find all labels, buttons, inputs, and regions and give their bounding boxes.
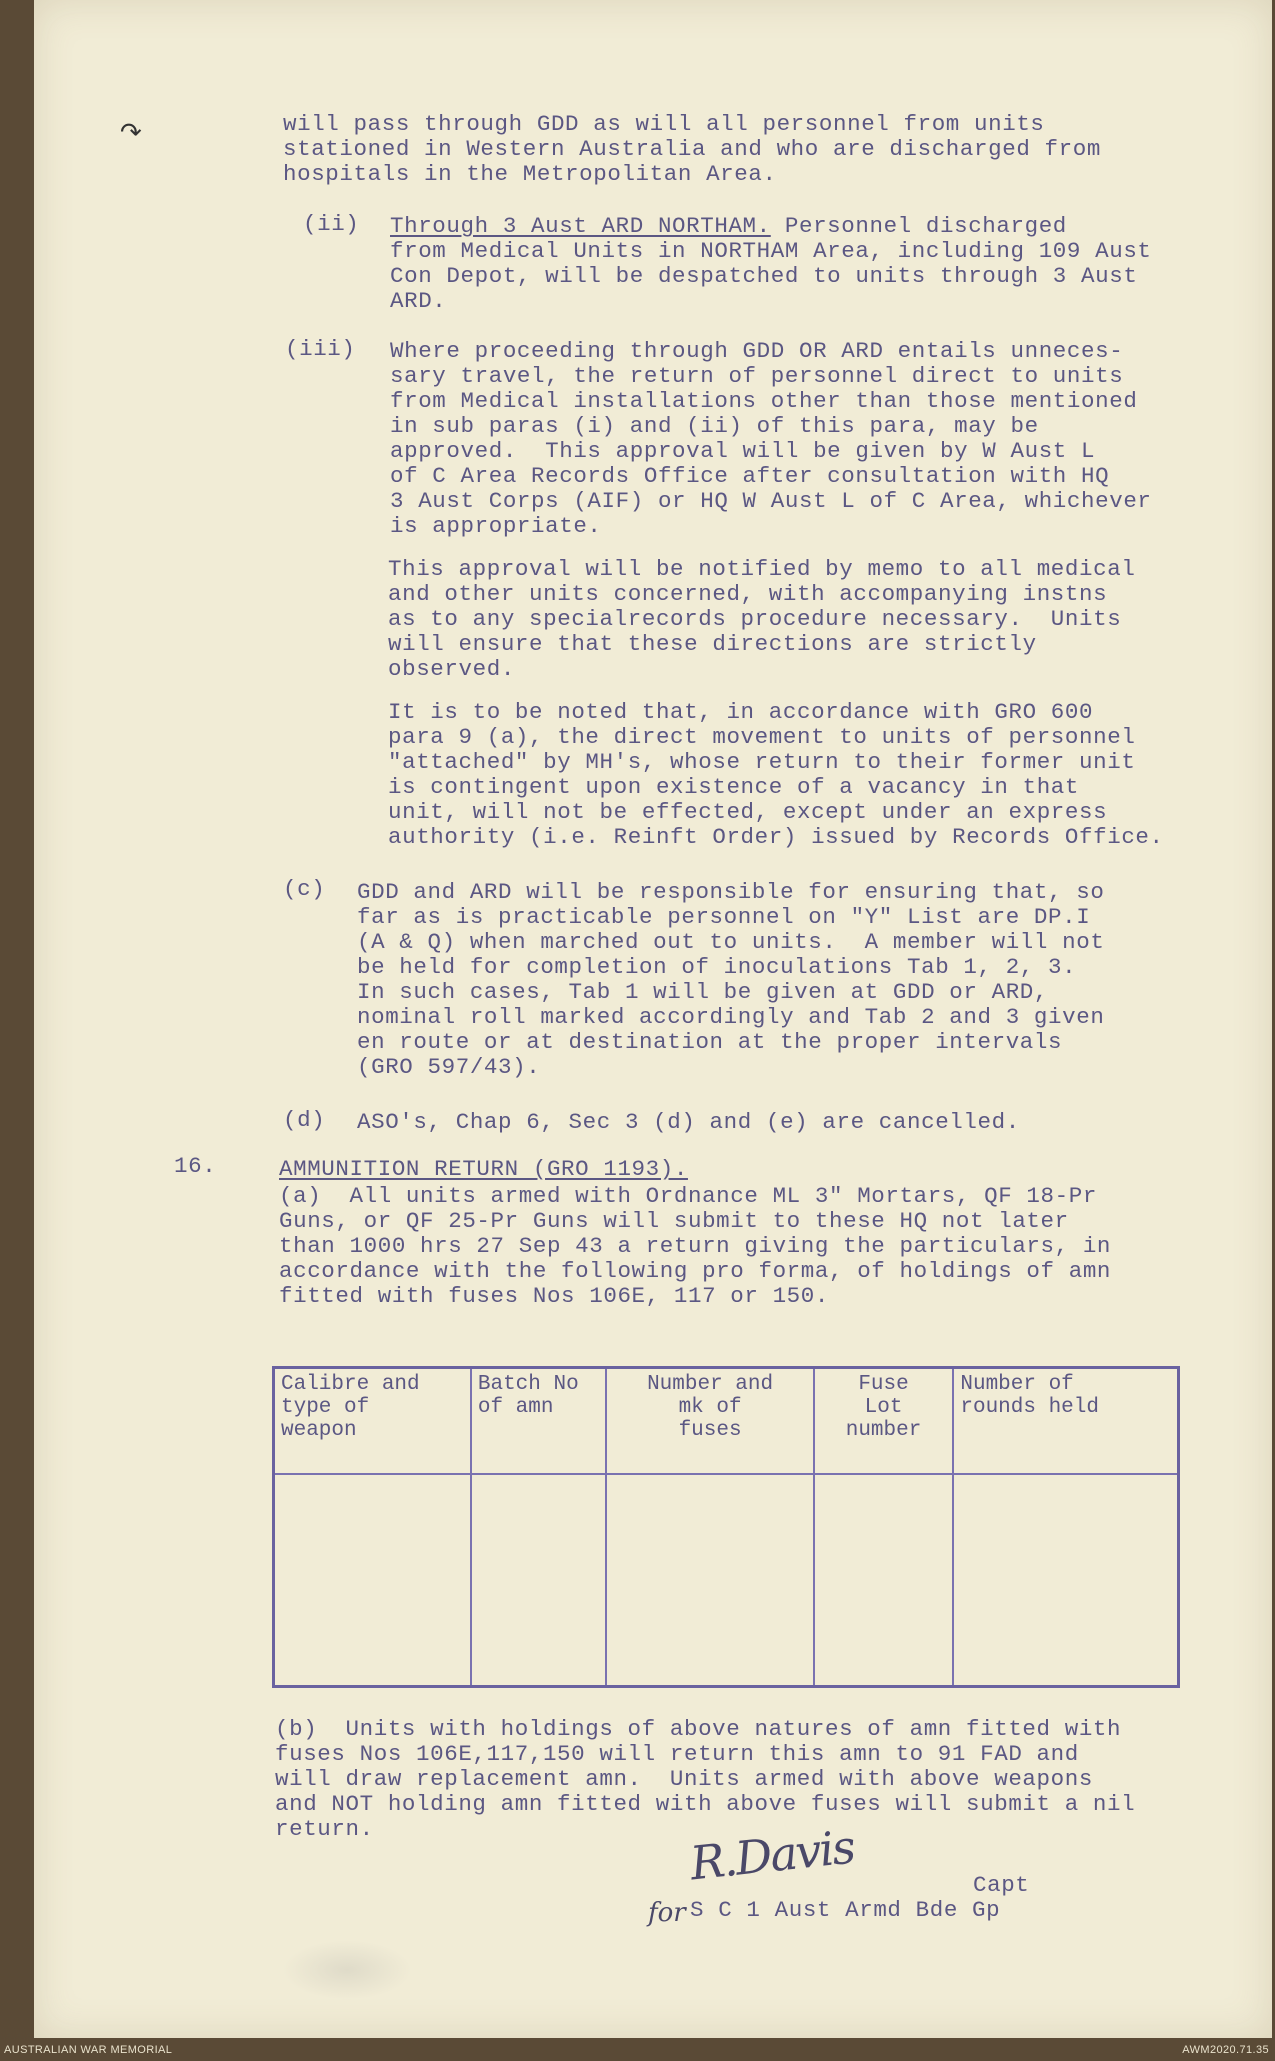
para-c-line-3: (A & Q) when marched out to units. A member will not [357,929,1105,955]
approval-line-1: This approval will be notified by memo to all medical [388,556,1136,582]
header-fuse-lot: Fuse Lot number [814,1368,954,1475]
para-ii-first-line-rest: Personnel discharged [770,213,1067,239]
para-c-label: (c) [283,876,326,902]
para-iii-line-2: sary travel, the return of personnel direct to units [390,363,1124,389]
para-d-text: ASO's, Chap 6, Sec 3 (d) and (e) are cancelled. [357,1109,1020,1135]
footer-accession-number: AWM2020.71.35 [1182,2044,1269,2056]
table-header-row [274,1368,1179,1475]
para-iii-line-1: Where proceeding through GDD OR ARD entails unneces- [390,338,1124,364]
para-ii-first-line [390,214,1067,239]
para-a-line-4: accordance with the following pro forma, of holdings of amn [279,1258,1112,1284]
para-c-line-4: be held for completion of inoculations Tab 1, 2, 3. [357,954,1077,980]
intro-line-3: hospitals in the Metropolitan Area. [283,161,777,187]
header-batch-no: Batch No of amn [471,1368,607,1475]
para-c-line-7: en route or at destination at the proper intervals [357,1029,1063,1055]
para-c-line-8: (GRO 597/43). [357,1054,541,1080]
para-ii-heading: Through 3 Aust ARD NORTHAM. [390,213,771,239]
para-iii-line-3: from Medical installations other than those mentioned [390,388,1138,414]
para-b-line-2: fuses Nos 106E,117,150 will return this amn to 91 FAD and [275,1741,1079,1767]
para-c-line-5: In such cases, Tab 1 will be given at GDD or ARD, [357,979,1049,1005]
table-cell [814,1474,954,1687]
approval-line-5: observed. [388,656,515,682]
section-16-number: 16. [174,1153,217,1179]
para-b-line-5: return. [275,1816,374,1842]
note-line-2: para 9 (a), the direct movement to units of personnel [388,724,1136,750]
header-calibre: Calibre and type of weapon [274,1368,471,1475]
para-d-label: (d) [283,1107,326,1133]
signature-rank: Capt [973,1872,1030,1898]
margin-mark-icon: ↷ [120,118,142,148]
para-a-line-5: fitted with fuses Nos 106E, 117 or 150. [279,1283,829,1309]
signature-appointment: S C 1 Aust Armd Bde Gp [690,1897,1001,1923]
para-iii-label: (iii) [285,336,356,362]
para-ii-line-2: Con Depot, will be despatched to units through 3 Aust [390,263,1138,289]
para-b-line-4: and NOT holding amn fitted with above fuses will submit a nil [275,1791,1136,1817]
approval-line-3: as to any specialrecords procedure necessary. Units [388,606,1122,632]
header-rounds-held: Number of rounds held [953,1368,1178,1475]
table-cell [471,1474,607,1687]
para-b-line-3: will draw replacement amn. Units armed with above weapons [275,1766,1093,1792]
approval-line-2: and other units concerned, with accompanying instns [388,581,1108,607]
para-iii-line-6: of C Area Records Office after consultation with HQ [390,463,1110,489]
table-cell [606,1474,813,1687]
approval-line-4: will ensure that these directions are strictly [388,631,1037,657]
intro-line-2: stationed in Western Australia and who are discharged from [283,136,1101,162]
footer-archive-name: AUSTRALIAN WAR MEMORIAL [4,2044,173,2056]
for-mark: for [648,1898,686,1928]
handwritten-signature: R.Davis [687,1819,857,1891]
note-line-5: unit, will not be effected, except under an express [388,799,1108,825]
para-iii-line-5: approved. This approval will be given by W Aust L [390,438,1096,464]
table-row [274,1474,1179,1687]
para-ii-line-1: from Medical Units in NORTHAM Area, including 109 Aust [390,238,1152,264]
para-a-line-1: (a) All units armed with Ordnance ML 3" Mortars, QF 18-Pr [279,1183,1097,1209]
para-c-line-1: GDD and ARD will be responsible for ensuring that, so [357,879,1105,905]
para-b-line-1: (b) Units with holdings of above natures of amn fitted with [275,1716,1122,1742]
table-cell [274,1474,471,1687]
note-line-4: is contingent upon existence of a vacancy in that [388,774,1080,800]
note-line-6: authority (i.e. Reinft Order) issued by Records Office. [388,824,1164,850]
ammunition-return-table [272,1366,1180,1688]
para-iii-line-8: is appropriate. [390,513,602,539]
section-16-heading: AMMUNITION RETURN (GRO 1193). [279,1156,688,1182]
table-cell [953,1474,1178,1687]
intro-line-1: will pass through GDD as will all personnel from units [283,111,1045,137]
para-ii-line-3: ARD. [390,288,447,314]
header-number-mk-fuses: Number and mk of fuses [606,1368,813,1475]
para-c-line-2: far as is practicable personnel on "Y" List are DP.I [357,904,1091,930]
stamp-smudge [282,1940,412,2000]
para-ii-label: (ii) [303,211,360,237]
para-iii-line-4: in sub paras (i) and (ii) of this para, may be [390,413,1039,439]
para-a-line-3: than 1000 hrs 27 Sep 43 a return giving the particulars, in [279,1233,1112,1259]
note-line-1: It is to be noted that, in accordance with GRO 600 [388,699,1094,725]
para-iii-line-7: 3 Aust Corps (AIF) or HQ W Aust L of C Area, whichever [390,488,1152,514]
note-line-3: "attached" by MH's, whose return to their former unit [388,749,1136,775]
para-c-line-6: nominal roll marked accordingly and Tab 2 and 3 given [357,1004,1105,1030]
para-a-line-2: Guns, or QF 25-Pr Guns will submit to these HQ not later [279,1208,1069,1234]
